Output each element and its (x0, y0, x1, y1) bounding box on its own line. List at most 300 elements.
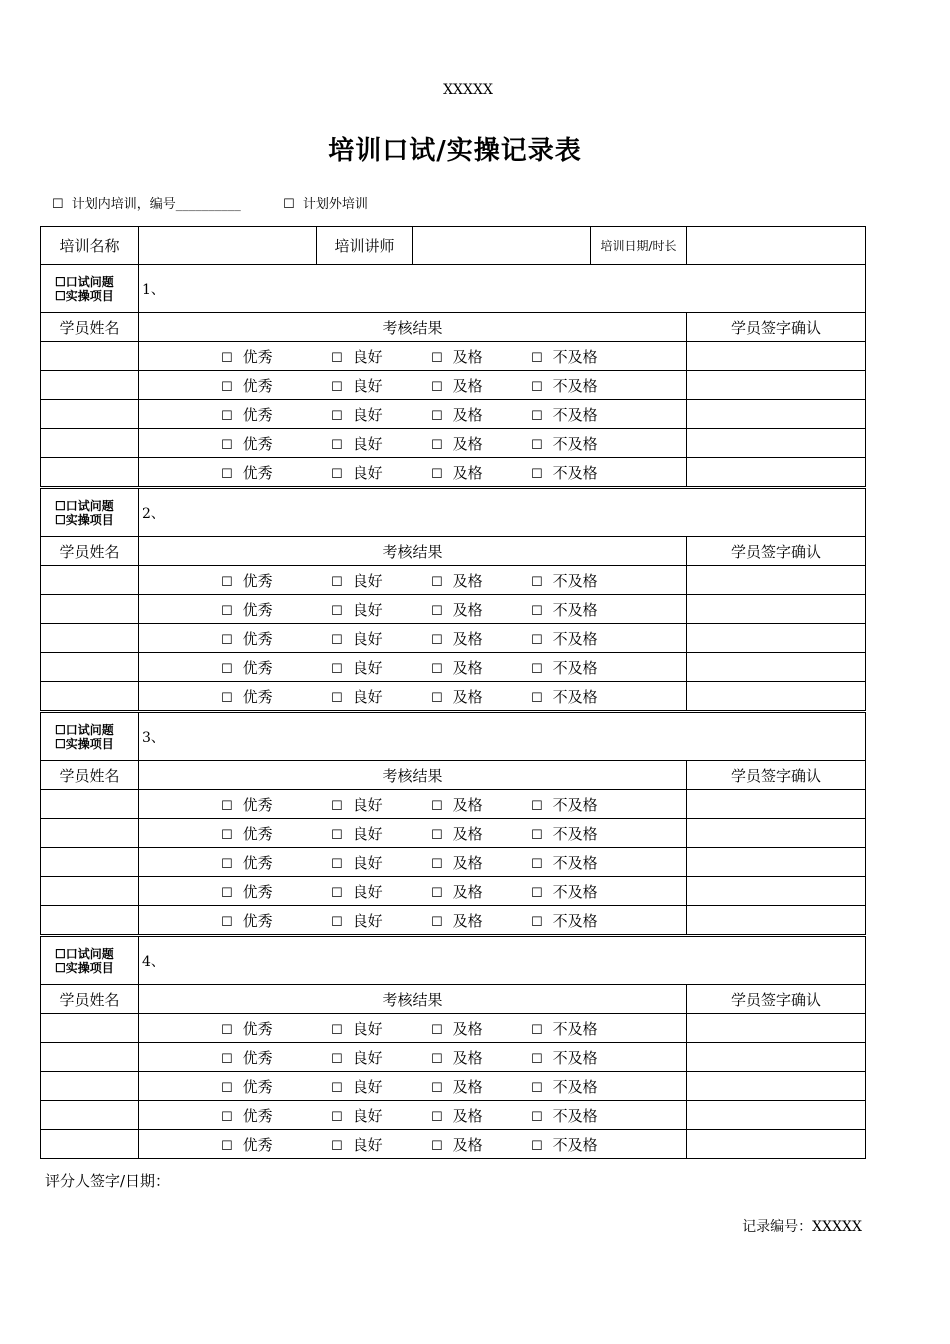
grade-option[interactable] (331, 433, 431, 454)
grade-option[interactable] (331, 794, 431, 815)
grade-checkbox[interactable]: ☐ (221, 574, 233, 590)
grade-option[interactable] (431, 1134, 531, 1155)
grade-label: 不及格 (552, 629, 598, 648)
grade-option[interactable] (431, 794, 531, 815)
student-sign-field[interactable] (687, 653, 866, 682)
grade-checkbox[interactable]: ☐ (221, 1080, 233, 1096)
grade-options-cell (139, 653, 687, 682)
grade-options-cell (139, 790, 687, 819)
grade-option[interactable] (221, 628, 331, 649)
grade-checkbox[interactable]: ☐ (431, 914, 443, 930)
grade-checkbox[interactable]: ☐ (431, 466, 443, 482)
grade-label: 及格 (452, 1077, 483, 1096)
grade-checkbox[interactable]: ☐ (531, 690, 543, 706)
oral-question-checkbox[interactable]: ☐口试问题 (55, 498, 114, 513)
grade-label: 良好 (352, 658, 383, 677)
grade-option[interactable] (431, 1018, 531, 1039)
grade-option[interactable] (331, 910, 431, 931)
grade-label: 良好 (352, 629, 383, 648)
grade-option[interactable] (331, 881, 431, 902)
grade-option[interactable] (431, 346, 531, 367)
grade-checkbox[interactable]: ☐ (531, 885, 543, 901)
grade-checkbox[interactable]: ☐ (221, 379, 233, 395)
grade-checkbox[interactable]: ☐ (221, 798, 233, 814)
grade-checkbox[interactable]: ☐ (431, 603, 443, 619)
grade-checkbox[interactable]: ☐ (431, 1080, 443, 1096)
grade-checkbox[interactable]: ☐ (221, 661, 233, 677)
grade-checkbox[interactable]: ☐ (221, 632, 233, 648)
student-name-field[interactable] (41, 1043, 139, 1072)
student-sign-field[interactable] (687, 906, 866, 936)
result-header: 考核结果 (139, 537, 687, 566)
grade-option[interactable] (331, 375, 431, 396)
training-name-label: 培训名称 (41, 227, 139, 265)
grade-option[interactable] (431, 599, 531, 620)
grade-option[interactable] (221, 433, 331, 454)
grade-checkbox[interactable]: ☐ (221, 603, 233, 619)
grade-option[interactable] (431, 852, 531, 873)
student-sign-field[interactable] (687, 682, 866, 712)
grade-checkbox[interactable]: ☐ (431, 408, 443, 424)
grade-checkbox[interactable]: ☐ (221, 437, 233, 453)
grade-checkbox[interactable]: ☐ (221, 466, 233, 482)
grade-checkbox[interactable]: ☐ (331, 827, 343, 843)
student-name-field[interactable] (41, 458, 139, 488)
table-row (41, 429, 866, 458)
grade-options-cell (139, 624, 687, 653)
grade-option[interactable] (431, 1047, 531, 1068)
grade-label: 良好 (352, 882, 383, 901)
grade-option[interactable] (221, 1076, 331, 1097)
question-content-field[interactable] (139, 712, 866, 761)
grade-checkbox[interactable]: ☐ (531, 1051, 543, 1067)
question-content-field[interactable] (139, 488, 866, 537)
student-name-field[interactable] (41, 429, 139, 458)
grade-option[interactable] (331, 404, 431, 425)
student-sign-field[interactable] (687, 848, 866, 877)
grade-checkbox[interactable]: ☐ (531, 350, 543, 366)
grade-label: 不及格 (552, 882, 598, 901)
grade-option[interactable] (221, 1047, 331, 1068)
table-row (41, 819, 866, 848)
grade-checkbox[interactable]: ☐ (431, 379, 443, 395)
student-sign-field[interactable] (687, 790, 866, 819)
grade-label: 不及格 (552, 1019, 598, 1038)
grade-option[interactable] (331, 1018, 431, 1039)
grade-checkbox[interactable]: ☐ (431, 856, 443, 872)
grade-checkbox[interactable]: ☐ (331, 1109, 343, 1125)
grade-label: 不及格 (552, 347, 598, 366)
student-name-field[interactable] (41, 400, 139, 429)
grade-checkbox[interactable]: ☐ (221, 856, 233, 872)
grade-option[interactable] (221, 570, 331, 591)
grade-checkbox[interactable]: ☐ (531, 1138, 543, 1154)
grade-option[interactable] (431, 657, 531, 678)
student-name-field[interactable] (41, 1072, 139, 1101)
grade-option[interactable] (221, 599, 331, 620)
grade-label: 优秀 (242, 347, 273, 366)
grade-checkbox[interactable]: ☐ (531, 437, 543, 453)
grade-option[interactable] (331, 628, 431, 649)
grade-option[interactable] (531, 794, 621, 815)
grade-checkbox[interactable]: ☐ (431, 437, 443, 453)
grade-option[interactable] (531, 1018, 621, 1039)
student-name-field[interactable] (41, 819, 139, 848)
table-row (41, 400, 866, 429)
grade-label: 优秀 (242, 911, 273, 930)
grade-label: 优秀 (242, 1019, 273, 1038)
grade-option[interactable] (331, 346, 431, 367)
student-name-field[interactable] (41, 653, 139, 682)
grade-checkbox[interactable]: ☐ (221, 827, 233, 843)
grade-checkbox[interactable]: ☐ (331, 379, 343, 395)
grade-checkbox[interactable]: ☐ (531, 574, 543, 590)
grade-options-cell (139, 1101, 687, 1130)
grade-checkbox[interactable]: ☐ (331, 408, 343, 424)
grade-checkbox[interactable]: ☐ (221, 350, 233, 366)
grade-options-cell (139, 1130, 687, 1159)
grade-option[interactable] (221, 657, 331, 678)
grade-option[interactable] (221, 375, 331, 396)
student-sign-field[interactable] (687, 624, 866, 653)
grade-checkbox[interactable]: ☐ (331, 632, 343, 648)
grade-checkbox[interactable]: ☐ (431, 574, 443, 590)
grade-checkbox[interactable]: ☐ (531, 661, 543, 677)
grade-checkbox[interactable]: ☐ (221, 408, 233, 424)
student-sign-field[interactable] (687, 342, 866, 371)
table-row (41, 566, 866, 595)
result-header: 考核结果 (139, 761, 687, 790)
grade-option[interactable] (531, 910, 621, 931)
grade-option[interactable] (531, 599, 621, 620)
grade-option[interactable] (531, 570, 621, 591)
grade-checkbox[interactable]: ☐ (531, 1022, 543, 1038)
grade-checkbox[interactable]: ☐ (431, 661, 443, 677)
grade-checkbox[interactable]: ☐ (531, 914, 543, 930)
question-row (41, 265, 866, 313)
grade-label: 不及格 (552, 600, 598, 619)
grade-label: 不及格 (552, 911, 598, 930)
question-number: 4、 (142, 953, 165, 970)
grade-label: 优秀 (242, 687, 273, 706)
grade-checkbox[interactable]: ☐ (531, 1080, 543, 1096)
student-name-field[interactable] (41, 624, 139, 653)
grade-checkbox[interactable]: ☐ (331, 1138, 343, 1154)
student-sign-field[interactable] (687, 1043, 866, 1072)
grade-option[interactable] (431, 433, 531, 454)
grade-option[interactable] (531, 1134, 621, 1155)
grade-checkbox[interactable]: ☐ (431, 1138, 443, 1154)
grade-option[interactable] (221, 346, 331, 367)
question-content-field[interactable] (139, 936, 866, 985)
grade-label: 良好 (352, 1106, 383, 1125)
grade-option[interactable] (531, 1076, 621, 1097)
grade-label: 良好 (352, 824, 383, 843)
grade-options-cell (139, 682, 687, 712)
grade-option[interactable] (531, 375, 621, 396)
grade-option[interactable] (531, 823, 621, 844)
page-title: 培训口试/实操记录表 (328, 136, 582, 166)
grade-checkbox[interactable]: ☐ (431, 1051, 443, 1067)
trainer-field[interactable] (413, 227, 591, 265)
grade-label: 良好 (352, 687, 383, 706)
grade-option[interactable] (431, 1076, 531, 1097)
grade-option[interactable] (331, 1047, 431, 1068)
grade-label: 优秀 (242, 882, 273, 901)
practical-item-checkbox[interactable]: ☐实操项目 (55, 512, 114, 527)
grade-option[interactable] (531, 462, 621, 483)
grade-checkbox[interactable]: ☐ (431, 350, 443, 366)
grade-option[interactable] (531, 686, 621, 707)
grade-checkbox[interactable]: ☐ (331, 914, 343, 930)
column-header-row (41, 313, 866, 342)
grade-checkbox[interactable]: ☐ (221, 1051, 233, 1067)
grade-checkbox[interactable]: ☐ (221, 690, 233, 706)
grade-options-cell (139, 1014, 687, 1043)
grade-label: 优秀 (242, 629, 273, 648)
grade-label: 良好 (352, 853, 383, 872)
grade-option[interactable] (331, 1134, 431, 1155)
grade-label: 及格 (452, 1106, 483, 1125)
grade-checkbox[interactable]: ☐ (331, 437, 343, 453)
student-name-field[interactable] (41, 682, 139, 712)
grade-option[interactable] (431, 823, 531, 844)
grade-label: 及格 (452, 1019, 483, 1038)
grade-checkbox[interactable]: ☐ (221, 1022, 233, 1038)
oral-question-checkbox[interactable]: ☐口试问题 (55, 274, 114, 289)
grade-checkbox[interactable]: ☐ (431, 1109, 443, 1125)
grade-checkbox[interactable]: ☐ (221, 885, 233, 901)
grade-option[interactable] (331, 686, 431, 707)
grade-label: 及格 (452, 629, 483, 648)
grade-label: 优秀 (242, 376, 273, 395)
student-name-field[interactable] (41, 371, 139, 400)
student-name-field[interactable] (41, 342, 139, 371)
grade-label: 及格 (452, 824, 483, 843)
grade-checkbox[interactable]: ☐ (531, 1109, 543, 1125)
grade-checkbox[interactable]: ☐ (431, 1022, 443, 1038)
table-row (41, 790, 866, 819)
student-name-field[interactable] (41, 790, 139, 819)
grade-option[interactable] (431, 1105, 531, 1126)
grade-label: 及格 (452, 658, 483, 677)
question-row (41, 488, 866, 537)
scorer-signature-label: 评分人签字/日期： (45, 1172, 171, 1190)
header-code: XXXXX (443, 82, 493, 98)
grade-label: 优秀 (242, 571, 273, 590)
grade-option[interactable] (531, 852, 621, 873)
grade-options-cell (139, 1043, 687, 1072)
grade-label: 良好 (352, 795, 383, 814)
table-row (41, 682, 866, 712)
grade-option[interactable] (221, 404, 331, 425)
grade-option[interactable] (221, 910, 331, 931)
grade-option[interactable] (221, 686, 331, 707)
grade-option[interactable] (531, 433, 621, 454)
grade-label: 及格 (452, 405, 483, 424)
grade-option[interactable] (531, 1047, 621, 1068)
grade-option[interactable] (221, 1105, 331, 1126)
grade-label: 及格 (452, 1135, 483, 1154)
date-duration-field[interactable] (687, 227, 866, 265)
grade-label: 及格 (452, 347, 483, 366)
student-name-field[interactable] (41, 595, 139, 624)
student-sign-field[interactable] (687, 458, 866, 488)
grade-label: 良好 (352, 1048, 383, 1067)
question-number: 3、 (142, 729, 165, 746)
grade-checkbox[interactable]: ☐ (531, 408, 543, 424)
grade-option[interactable] (331, 823, 431, 844)
planned-checkbox[interactable]: ☐ (52, 197, 64, 212)
student-name-field[interactable] (41, 1014, 139, 1043)
grade-checkbox[interactable]: ☐ (531, 632, 543, 648)
grade-checkbox[interactable]: ☐ (331, 885, 343, 901)
grade-checkbox[interactable]: ☐ (431, 885, 443, 901)
student-name-field[interactable] (41, 906, 139, 936)
student-name-field[interactable] (41, 566, 139, 595)
student-name-header: 学员姓名 (41, 537, 139, 566)
table-row (41, 848, 866, 877)
grade-checkbox[interactable]: ☐ (331, 856, 343, 872)
grade-options-cell (139, 819, 687, 848)
grade-checkbox[interactable]: ☐ (331, 603, 343, 619)
grade-options-cell (139, 371, 687, 400)
grade-option[interactable] (221, 881, 331, 902)
grade-label: 及格 (452, 687, 483, 706)
grade-checkbox[interactable]: ☐ (331, 661, 343, 677)
student-sign-header: 学员签字确认 (687, 537, 866, 566)
grade-label: 优秀 (242, 1135, 273, 1154)
practical-item-checkbox[interactable]: ☐实操项目 (55, 960, 114, 975)
grade-label: 优秀 (242, 658, 273, 677)
student-sign-field[interactable] (687, 1014, 866, 1043)
grade-label: 优秀 (242, 1077, 273, 1096)
table-row (41, 1043, 866, 1072)
grade-option[interactable] (331, 852, 431, 873)
grade-checkbox[interactable]: ☐ (531, 466, 543, 482)
grade-checkbox[interactable]: ☐ (331, 1022, 343, 1038)
grade-checkbox[interactable]: ☐ (331, 1051, 343, 1067)
grade-checkbox[interactable]: ☐ (331, 690, 343, 706)
grade-label: 及格 (452, 571, 483, 590)
grade-label: 不及格 (552, 853, 598, 872)
grade-checkbox[interactable]: ☐ (331, 350, 343, 366)
grade-option[interactable] (431, 686, 531, 707)
grade-option[interactable] (331, 1076, 431, 1097)
grade-option[interactable] (531, 1105, 621, 1126)
student-name-field[interactable] (41, 848, 139, 877)
student-sign-header: 学员签字确认 (687, 985, 866, 1014)
student-sign-field[interactable] (687, 877, 866, 906)
grade-checkbox[interactable]: ☐ (531, 798, 543, 814)
student-sign-field[interactable] (687, 371, 866, 400)
grade-option[interactable] (531, 657, 621, 678)
grade-checkbox[interactable]: ☐ (331, 1080, 343, 1096)
student-name-field[interactable] (41, 1101, 139, 1130)
grade-option[interactable] (221, 1018, 331, 1039)
grade-option[interactable] (431, 375, 531, 396)
question-type-cell (41, 712, 139, 761)
grade-option[interactable] (331, 657, 431, 678)
grade-checkbox[interactable]: ☐ (431, 827, 443, 843)
student-sign-field[interactable] (687, 595, 866, 624)
grade-option[interactable] (221, 794, 331, 815)
student-name-field[interactable] (41, 877, 139, 906)
practical-item-checkbox[interactable]: ☐实操项目 (55, 736, 114, 751)
unplanned-training-label: 计划外培训 (302, 197, 368, 212)
student-sign-field[interactable] (687, 566, 866, 595)
oral-question-checkbox[interactable]: ☐口试问题 (55, 946, 114, 961)
table-row (41, 1072, 866, 1101)
date-duration-label: 培训日期/时长 (591, 227, 687, 265)
table-row (41, 1014, 866, 1043)
student-sign-field[interactable] (687, 819, 866, 848)
unplanned-checkbox[interactable]: ☐ (283, 197, 295, 212)
grade-option[interactable] (221, 462, 331, 483)
grade-option[interactable] (531, 404, 621, 425)
grade-checkbox[interactable]: ☐ (331, 798, 343, 814)
grade-option[interactable] (331, 570, 431, 591)
grade-option[interactable] (431, 462, 531, 483)
grade-checkbox[interactable]: ☐ (331, 466, 343, 482)
grade-checkbox[interactable]: ☐ (431, 690, 443, 706)
grade-checkbox[interactable]: ☐ (531, 827, 543, 843)
grade-option[interactable] (331, 1105, 431, 1126)
grade-checkbox[interactable]: ☐ (221, 914, 233, 930)
student-sign-field[interactable] (687, 1130, 866, 1159)
grade-checkbox[interactable]: ☐ (331, 574, 343, 590)
grade-checkbox[interactable]: ☐ (531, 379, 543, 395)
grade-checkbox[interactable]: ☐ (431, 798, 443, 814)
grade-checkbox[interactable]: ☐ (221, 1138, 233, 1154)
training-name-field[interactable] (139, 227, 317, 265)
grade-checkbox[interactable]: ☐ (531, 856, 543, 872)
student-sign-field[interactable] (687, 400, 866, 429)
grade-option[interactable] (221, 1134, 331, 1155)
student-sign-field[interactable] (687, 1101, 866, 1130)
grade-option[interactable] (431, 404, 531, 425)
oral-question-checkbox[interactable]: ☐口试问题 (55, 722, 114, 737)
grade-checkbox[interactable]: ☐ (221, 1109, 233, 1125)
grade-label: 不及格 (552, 571, 598, 590)
student-name-field[interactable] (41, 1130, 139, 1159)
grade-option[interactable] (531, 881, 621, 902)
grade-option[interactable] (431, 570, 531, 591)
grade-option[interactable] (531, 628, 621, 649)
result-header: 考核结果 (139, 985, 687, 1014)
practical-item-checkbox[interactable]: ☐实操项目 (55, 288, 114, 303)
grade-label: 良好 (352, 434, 383, 453)
grade-label: 及格 (452, 1048, 483, 1067)
grade-option[interactable] (531, 346, 621, 367)
grade-option[interactable] (221, 823, 331, 844)
grade-option[interactable] (331, 462, 431, 483)
grade-label: 不及格 (552, 1048, 598, 1067)
grade-option[interactable] (431, 910, 531, 931)
grade-option[interactable] (431, 881, 531, 902)
grade-label: 及格 (452, 795, 483, 814)
student-sign-field[interactable] (687, 429, 866, 458)
grade-checkbox[interactable]: ☐ (531, 603, 543, 619)
student-sign-field[interactable] (687, 1072, 866, 1101)
grade-option[interactable] (221, 852, 331, 873)
question-content-field[interactable] (139, 265, 866, 313)
grade-label: 不及格 (552, 1135, 598, 1154)
grade-option[interactable] (331, 599, 431, 620)
grade-options-cell (139, 429, 687, 458)
grade-option[interactable] (431, 628, 531, 649)
grade-checkbox[interactable]: ☐ (431, 632, 443, 648)
